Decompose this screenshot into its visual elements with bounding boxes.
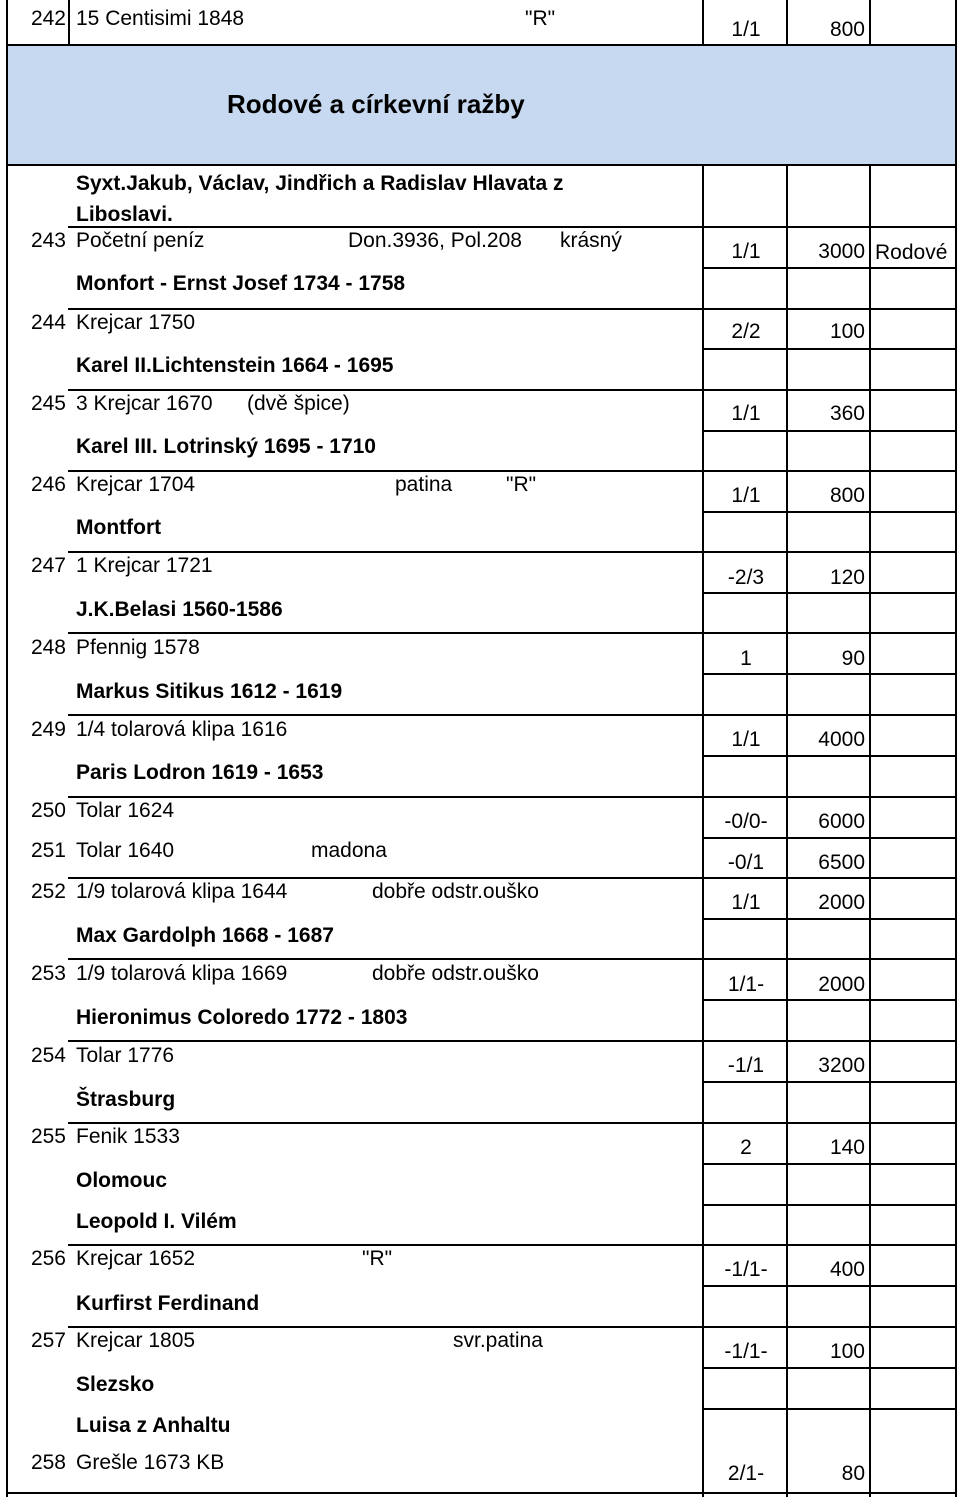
item-note: Don.3936, Pol.208 xyxy=(348,229,522,252)
item-note: dobře odstr.ouško xyxy=(372,880,539,903)
grid-line xyxy=(702,1081,957,1083)
item-description: Tolar 1640 xyxy=(76,839,175,862)
item-grade: 2/1- xyxy=(727,1462,765,1485)
grid-line xyxy=(702,755,957,757)
item-grade: 2 xyxy=(740,1136,752,1159)
grid-line xyxy=(702,999,957,1001)
item-grade: -1/1 xyxy=(727,1054,765,1077)
grid-line xyxy=(702,837,957,839)
owner-heading: Olomouc xyxy=(76,1169,168,1192)
grid-line xyxy=(68,714,957,716)
item-note: patina xyxy=(395,473,453,496)
item-note: svr.patina xyxy=(453,1329,543,1352)
item-note: madona xyxy=(311,839,387,862)
grid-line xyxy=(6,1492,957,1494)
item-price: 2000 xyxy=(818,973,865,996)
owner-heading: Leopold I. Vilém xyxy=(76,1210,237,1233)
item-price: 2000 xyxy=(818,891,865,914)
owner-heading: Slezsko xyxy=(76,1373,155,1396)
grid-line xyxy=(702,673,957,675)
item-number: 253 xyxy=(30,962,66,985)
grid-line xyxy=(68,632,957,634)
item-number: 244 xyxy=(30,311,66,334)
grid-line xyxy=(702,165,704,1497)
item-price: 3200 xyxy=(818,1054,865,1077)
item-price: 6000 xyxy=(818,810,865,833)
item-description: Početní peníz xyxy=(76,229,205,252)
item-price: 400 xyxy=(829,1258,865,1281)
item-grade: 1/1 xyxy=(731,728,761,751)
item-description: 1/9 tolarová klipa 1669 xyxy=(76,962,288,985)
grid-line xyxy=(6,164,957,166)
item-description: 3 Krejcar 1670 xyxy=(76,392,213,415)
item-description: Grešle 1673 KB xyxy=(76,1451,225,1474)
grid-line xyxy=(702,1204,957,1206)
grid-line xyxy=(68,1326,957,1328)
item-price: 800 xyxy=(829,484,865,507)
item-grade: -1/1- xyxy=(724,1258,768,1281)
item-grade: 1/1 xyxy=(731,240,761,263)
item-grade: -1/1- xyxy=(724,1340,768,1363)
grid-line xyxy=(68,389,957,391)
item-description: Fenik 1533 xyxy=(76,1125,180,1148)
grid-line xyxy=(68,1122,957,1124)
item-number: 258 xyxy=(30,1451,66,1474)
grid-line xyxy=(68,796,957,798)
item-number: 251 xyxy=(30,839,66,862)
owner-heading: Luisa z Anhaltu xyxy=(76,1414,231,1437)
owner-heading: Max Gardolph 1668 - 1687 xyxy=(76,924,334,947)
item-note: krásný xyxy=(560,229,622,252)
item-grade: 1 xyxy=(740,647,752,670)
owner-heading: Syxt.Jakub, Václav, Jindřich a Radislav Hlavata z xyxy=(76,172,564,195)
item-price: 4000 xyxy=(818,728,865,751)
item-grade: 1/1 xyxy=(731,484,761,507)
item-description: 1/9 tolarová klipa 1644 xyxy=(76,880,288,903)
owner-heading: Paris Lodron 1619 - 1653 xyxy=(76,761,324,784)
grid-line xyxy=(68,308,957,310)
owner-heading: Monfort - Ernst Josef 1734 - 1758 xyxy=(76,272,406,295)
grid-line xyxy=(869,165,871,1497)
item-number: 255 xyxy=(30,1125,66,1148)
grid-line xyxy=(68,470,957,472)
owner-heading: J.K.Belasi 1560-1586 xyxy=(76,598,283,621)
item-grade: -0/1 xyxy=(727,851,765,874)
owner-heading: Hieronimus Coloredo 1772 - 1803 xyxy=(76,1006,408,1029)
item-number: 256 xyxy=(30,1247,66,1270)
owner-heading: Kurfirst Ferdinand xyxy=(76,1292,260,1315)
grid-line xyxy=(702,1408,957,1410)
item-description: 1 Krejcar 1721 xyxy=(76,554,213,577)
grid-line xyxy=(68,1244,957,1246)
item-grade: 1/1- xyxy=(727,973,765,996)
item-number: 242 xyxy=(30,7,66,30)
grid-line xyxy=(786,165,788,1497)
grid-line xyxy=(786,0,788,44)
owner-heading: Liboslavi. xyxy=(76,203,173,226)
item-number: 246 xyxy=(30,473,66,496)
grid-line xyxy=(702,267,957,269)
item-price: 100 xyxy=(829,1340,865,1363)
grid-line xyxy=(702,1367,957,1369)
section-title: Rodové a církevní ražby xyxy=(227,89,525,119)
item-grade: 1/1 xyxy=(731,18,761,41)
grid-line xyxy=(68,1040,957,1042)
grid-line xyxy=(955,0,957,1497)
item-grade: 1/1 xyxy=(731,891,761,914)
item-grade: -2/3 xyxy=(727,566,765,589)
item-price: 3000 xyxy=(818,240,865,263)
item-price: 80 xyxy=(841,1462,865,1485)
item-number: 249 xyxy=(30,718,66,741)
item-number: 248 xyxy=(30,636,66,659)
item-price: 360 xyxy=(829,402,865,425)
item-description: 15 Centisimi 1848 xyxy=(76,7,245,30)
grid-line xyxy=(702,511,957,513)
grid-line xyxy=(68,551,957,553)
grid-line xyxy=(68,877,957,879)
item-note: dobře odstr.ouško xyxy=(372,962,539,985)
grid-line xyxy=(68,226,957,228)
grid-line xyxy=(68,0,70,44)
item-price: 6500 xyxy=(818,851,865,874)
item-number: 245 xyxy=(30,392,66,415)
grid-line xyxy=(702,1163,957,1165)
item-note: "R" xyxy=(362,1247,393,1270)
item-grade: 1/1 xyxy=(731,402,761,425)
item-note: "R" xyxy=(525,7,556,30)
item-description: Krejcar 1805 xyxy=(76,1329,196,1352)
item-grade: 2/2 xyxy=(731,320,761,343)
owner-heading: Karel II.Lichtenstein 1664 - 1695 xyxy=(76,354,394,377)
grid-line xyxy=(702,348,957,350)
item-number: 250 xyxy=(30,799,66,822)
grid-line xyxy=(702,592,957,594)
item-number: 243 xyxy=(30,229,66,252)
grid-line xyxy=(702,1285,957,1287)
item-description: Krejcar 1704 xyxy=(76,473,196,496)
item-price: 100 xyxy=(829,320,865,343)
group-label: Rodové xyxy=(875,241,948,264)
grid-line xyxy=(6,44,957,46)
owner-heading: Markus Sitikus 1612 - 1619 xyxy=(76,680,343,703)
owner-heading: Štrasburg xyxy=(76,1088,176,1111)
item-price: 90 xyxy=(841,647,865,670)
grid-line xyxy=(702,918,957,920)
item-description: Tolar 1624 xyxy=(76,799,175,822)
item-note: "R" xyxy=(506,473,537,496)
item-description: Tolar 1776 xyxy=(76,1044,175,1067)
item-price: 140 xyxy=(829,1136,865,1159)
item-number: 247 xyxy=(30,554,66,577)
grid-line xyxy=(6,0,8,1497)
item-grade: -0/0- xyxy=(724,810,768,833)
item-number: 252 xyxy=(30,880,66,903)
owner-heading: Karel III. Lotrinský 1695 - 1710 xyxy=(76,435,376,458)
item-number: 257 xyxy=(30,1329,66,1352)
item-number: 254 xyxy=(30,1044,66,1067)
item-note: (dvě špice) xyxy=(247,392,350,415)
grid-line xyxy=(68,958,957,960)
grid-line xyxy=(702,0,704,44)
grid-line xyxy=(702,430,957,432)
item-description: Pfennig 1578 xyxy=(76,636,200,659)
item-price: 800 xyxy=(829,18,865,41)
item-description: 1/4 tolarová klipa 1616 xyxy=(76,718,288,741)
item-description: Krejcar 1750 xyxy=(76,311,196,334)
grid-line xyxy=(869,0,871,44)
item-description: Krejcar 1652 xyxy=(76,1247,196,1270)
owner-heading: Montfort xyxy=(76,516,162,539)
item-price: 120 xyxy=(829,566,865,589)
